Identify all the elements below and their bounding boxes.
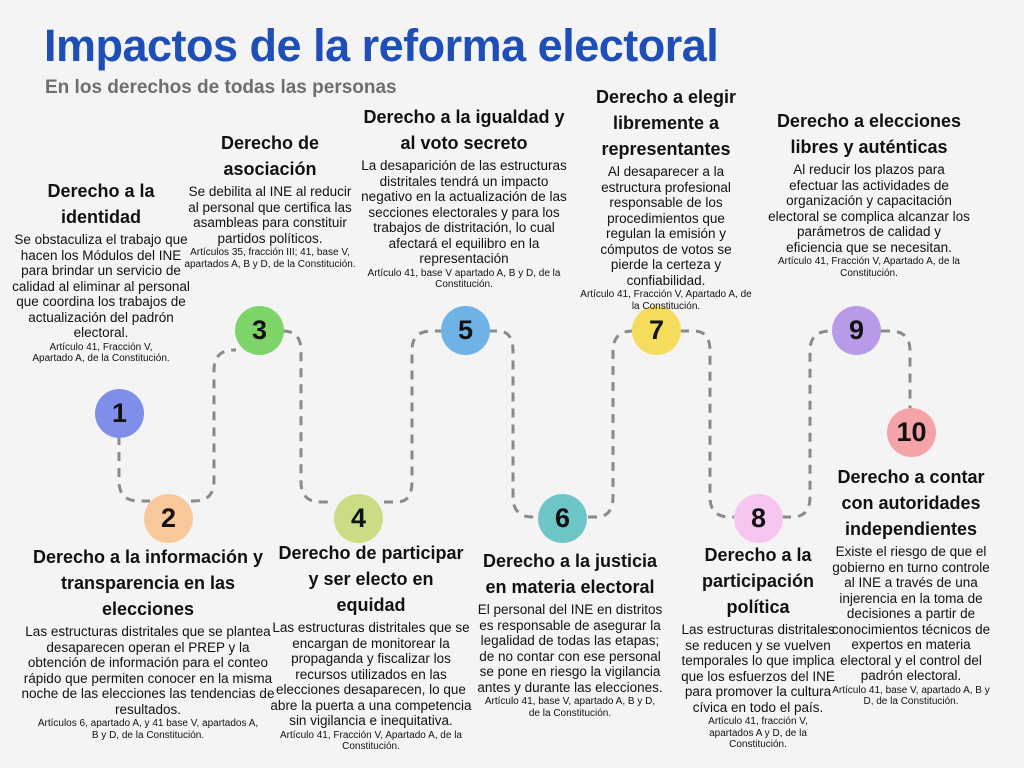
step-8-block xyxy=(676,542,840,751)
step-number: 7 xyxy=(648,315,665,345)
step-1-body: Se obstaculiza el trabajo que hacen los Módulos del INE para brindar un servicio de calidad al eliminar al personal que coordina los trabajos de actualización del padrón electoral. xyxy=(12,232,190,340)
step-10-block xyxy=(826,464,996,708)
step-number: 6 xyxy=(554,503,571,533)
step-number: 8 xyxy=(750,503,767,533)
step-5-title: Derecho a la igualdad y al voto secreto xyxy=(363,107,565,153)
step-number: 1 xyxy=(111,398,128,428)
step-3-title: Derecho de asociación xyxy=(220,133,320,179)
step-7-body: Al desaparecer a la estructura profesional responsable de los procedimientos que regulan la emisión y cómputos de votos se pierde la certeza y confiabilidad. xyxy=(600,164,732,288)
step-4-reference: Artículo 41, Fracción V, Apartado A, de la Constitución. xyxy=(280,729,462,752)
step-number: 9 xyxy=(848,315,865,345)
step-10-title: Derecho a contar con autoridades independientes xyxy=(837,467,985,539)
step-2-block xyxy=(14,544,282,741)
step-8-body: Las estructuras distritales se reducen y se vuelven temporales lo que implica que los esfuerzos del INE para promover la cultura cívica en todo el país. xyxy=(681,622,835,715)
step-6-body: El personal del INE en distritos es responsable de asegurar la legalidad de todas las etapas; de no contar con ese personal se pone en riesgo la vigilancia antes y durante las elecciones. xyxy=(477,602,663,695)
step-3-block xyxy=(184,130,356,270)
step-number: 10 xyxy=(896,417,927,447)
step-1-marker xyxy=(95,389,144,438)
step-7-marker xyxy=(632,306,681,355)
step-1-block xyxy=(12,178,190,365)
step-3-body: Se debilita al INE al reducir al personal que certifica las asambleas para constituir partidos políticos. xyxy=(188,184,352,246)
step-6-block xyxy=(470,548,670,719)
step-9-block xyxy=(762,108,976,279)
step-1-reference: Artículo 41, Fracción V, Apartado A, de la Constitución. xyxy=(32,341,170,364)
step-8-reference: Artículo 41, fracción V, apartados A y D, de la Constitución. xyxy=(708,716,808,750)
step-5-reference: Artículo 41, base V apartado A, B y D, de la Constitución. xyxy=(367,267,561,290)
step-7-title: Derecho a elegir libremente a representantes xyxy=(595,87,737,159)
step-10-body: Existe el riesgo de que el gobierno en turno controle al INE a través de una injerencia en la toma de decisiones a partir de conocimientos técnicos de expertos en materia electoral y el control del padrón electoral. xyxy=(831,544,991,683)
step-number: 2 xyxy=(160,503,177,533)
step-number: 5 xyxy=(457,315,474,345)
step-6-marker xyxy=(538,494,587,543)
step-6-title: Derecho a la justicia en materia electoral xyxy=(482,551,658,597)
step-6-reference: Artículo 41, base V, apartado A, B y D, de la Constitución. xyxy=(484,696,656,719)
step-4-marker xyxy=(334,494,383,543)
step-5-marker xyxy=(441,306,490,355)
step-9-title: Derecho a elecciones libres y auténticas xyxy=(776,111,962,157)
step-4-body: Las estructuras distritales que se encargan de monitorear la propaganda y fiscalizar los recursos utilizados en las elecciones desaparecen, lo que abre la puerta a una competencia sin vigilancia e inequitativa. xyxy=(270,620,472,728)
step-2-body: Las estructuras distritales que se plantea desaparecen operan el PREP y la obtención de información para el conteo rápido que permiten conocer en la misma noche de las elecciones las tendencias de resultados. xyxy=(21,624,275,717)
step-9-body: Al reducir los plazos para efectuar las actividades de organización y capacitación electoral se complica alcanzar los parámetros de calidad y eficiencia que se necesitan. xyxy=(768,162,970,255)
step-8-marker xyxy=(734,494,783,543)
step-10-reference: Artículo 41, base V, apartado A, B y D, de la Constitución. xyxy=(832,684,990,707)
step-5-block xyxy=(354,104,574,291)
step-9-reference: Artículo 41, Fracción V, Apartado A, de la Constitución. xyxy=(778,256,960,279)
step-8-title: Derecho a la participación política xyxy=(701,545,815,617)
step-3-marker xyxy=(235,306,284,355)
step-10-marker xyxy=(887,408,936,457)
page-title: Impactos de la reforma electoral xyxy=(44,20,719,71)
step-7-reference: Artículo 41, Fracción V, Apartado A, de la Constitución. xyxy=(580,289,752,312)
step-2-marker xyxy=(144,494,193,543)
step-9-marker xyxy=(832,306,881,355)
step-4-title: Derecho de participar y ser electo en equidad xyxy=(278,543,464,615)
step-number: 4 xyxy=(350,503,367,533)
step-2-title: Derecho a la información y transparencia en las elecciones xyxy=(32,547,264,619)
step-7-block xyxy=(578,84,754,312)
step-3-reference: Artículos 35, fracción III; 41, base V, apartados A, B y D, de la Constitución. xyxy=(184,247,356,270)
step-1-title: Derecho a la identidad xyxy=(47,181,155,227)
step-2-reference: Artículos 6, apartado A, y 41 base V, apartados A, B y D, de la Constitución. xyxy=(37,718,259,741)
step-number: 3 xyxy=(251,315,268,345)
page-subtitle: En los derechos de todas las personas xyxy=(45,77,397,98)
step-4-block xyxy=(266,540,476,753)
step-5-body: La desaparición de las estructuras distritales tendrá un impacto negativo en la actualización de las secciones electorales y para los trabajos de distritación, lo cual afectará el equilibro en la representación xyxy=(361,158,567,266)
